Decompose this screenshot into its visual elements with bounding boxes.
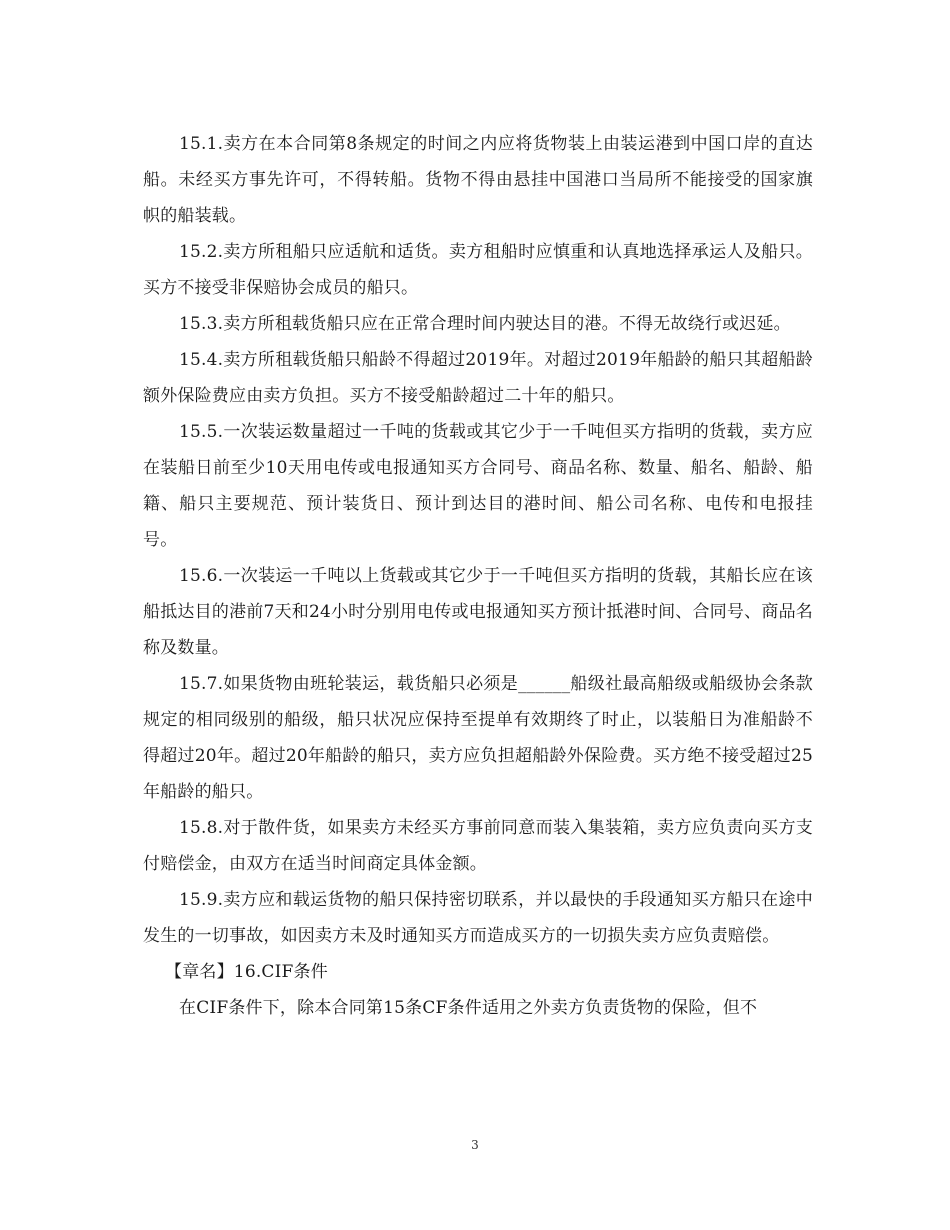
clause-15-2: 15.2.卖方所租船只应适航和适货。卖方租船时应慎重和认真地选择承运人及船只。买方不接受非保赔协会成员的船只。 [143, 242, 813, 298]
clause-15-7: 15.7.如果货物由班轮装运，载货船只必须是______船级社最高船级或船级协会条款规定的相同级别的船级，船只状况应保持至提单有效期终了时止，以装船日为准船龄不得超过20年。超过20年船龄的船只，卖方应负担超船龄外保险费。买方绝不接受超过25年船龄的船只。 [143, 674, 813, 802]
clause-15-8: 15.8.对于散件货，如果卖方未经买方事前同意而装入集装箱，卖方应负责向买方支付赔偿金，由双方在适当时间商定具体金额。 [143, 818, 813, 874]
chapter-heading: 【章名】16.CIF条件 [165, 962, 328, 982]
closing-paragraph: 在CIF条件下，除本合同第15条CF条件适用之外卖方负责货物的保险，但不 [179, 998, 758, 1018]
clause-15-4: 15.4.卖方所租载货船只船龄不得超过2019年。对超过2019年船龄的船只其超船龄额外保险费应由卖方负担。买方不接受船龄超过二十年的船只。 [143, 350, 813, 406]
document-body [143, 126, 813, 1026]
page-number: 3 [471, 1138, 479, 1152]
clause-15-9: 15.9.卖方应和载运货物的船只保持密切联系，并以最快的手段通知买方船只在途中发生的一切事故，如因卖方未及时通知买方而造成买方的一切损失卖方应负责赔偿。 [143, 890, 813, 946]
clause-15-1: 15.1.卖方在本合同第8条规定的时间之内应将货物装上由装运港到中国口岸的直达船。未经买方事先许可，不得转船。货物不得由悬挂中国港口当局所不能接受的国家旗帜的船装载。 [143, 134, 813, 226]
clause-15-5: 15.5.一次装运数量超过一千吨的货载或其它少于一千吨但买方指明的货载，卖方应在装船日前至少10天用电传或电报通知买方合同号、商品名称、数量、船名、船龄、船籍、船只主要规范、预计装货日、预计到达目的港时间、船公司名称、电传和电报挂号。 [143, 422, 813, 550]
clause-15-6: 15.6.一次装运一千吨以上货载或其它少于一千吨但买方指明的货载，其船长应在该船抵达目的港前7天和24小时分别用电传或电报通知买方预计抵港时间、合同号、商品名称及数量。 [143, 566, 813, 658]
clause-15-3: 15.3.卖方所租载货船只应在正常合理时间内驶达目的港。不得无故绕行或迟延。 [179, 314, 791, 334]
